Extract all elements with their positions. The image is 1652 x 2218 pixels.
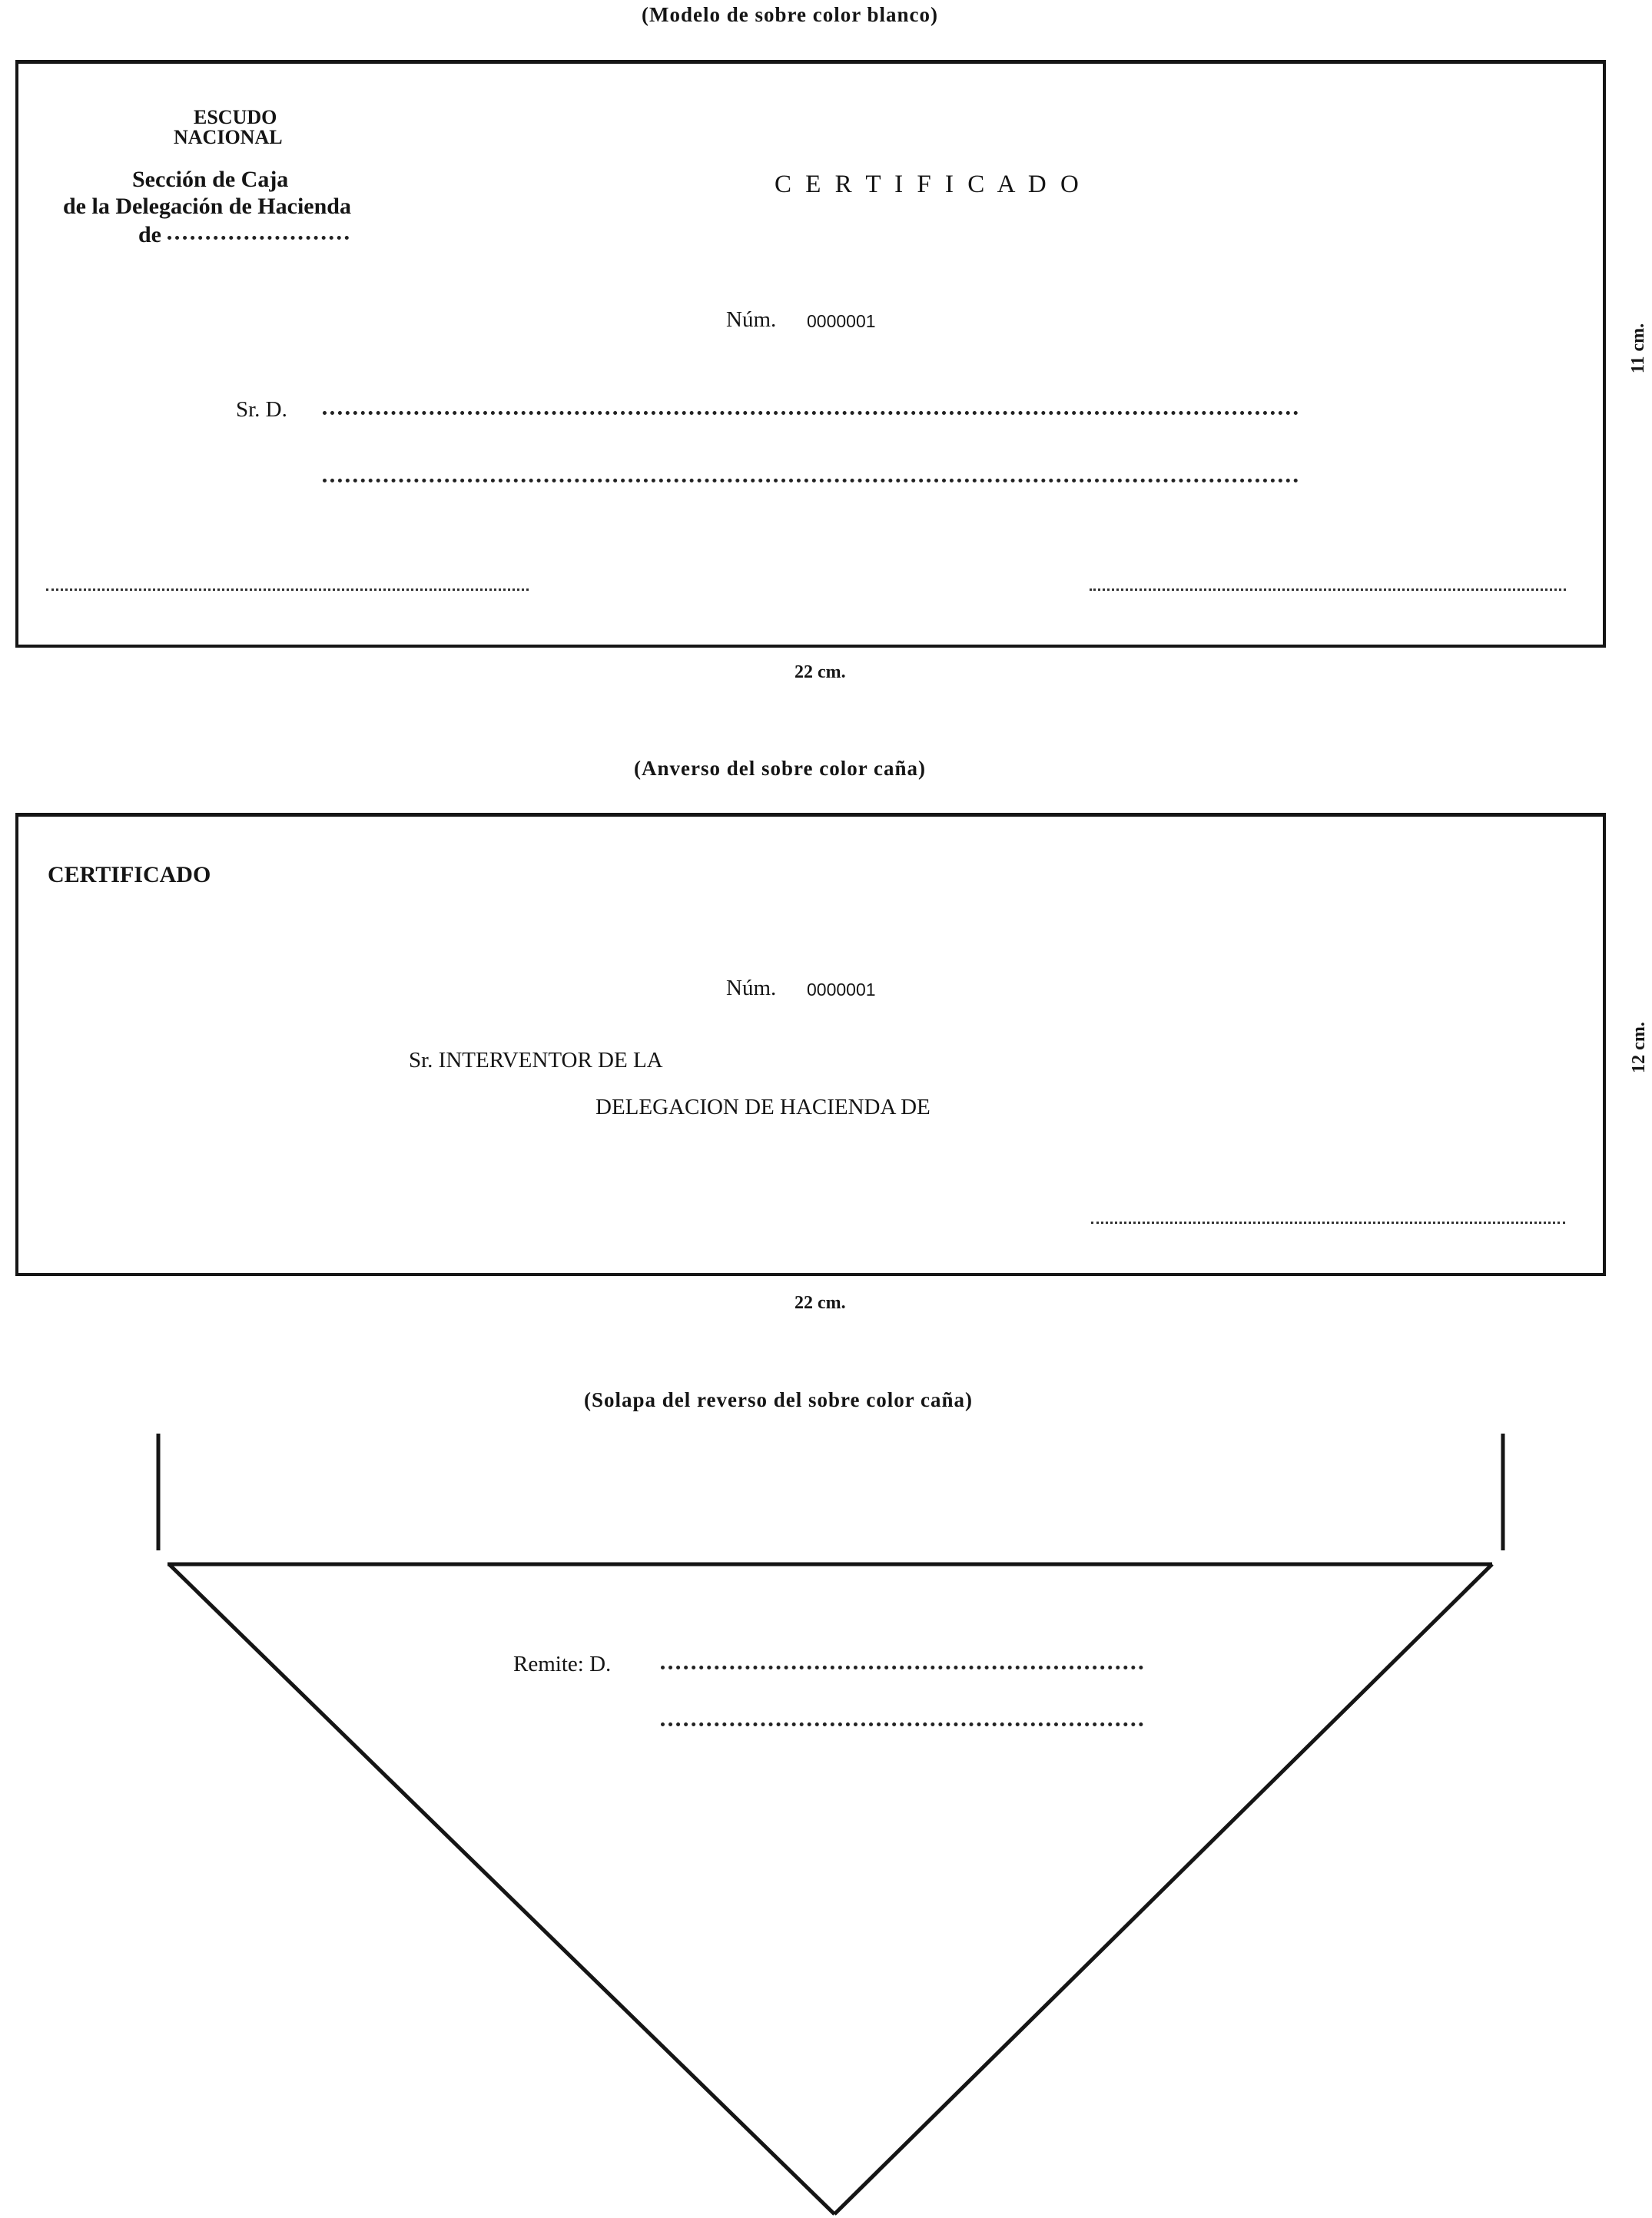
addressee-label: Sr. D.: [236, 397, 287, 422]
cane-front-caption: (Anverso del sobre color caña): [634, 757, 926, 780]
cane-width-label: 22 cm.: [794, 1293, 846, 1313]
cane-number-label: Núm.: [726, 976, 777, 1000]
cane-height-label: 12 cm.: [1628, 1022, 1649, 1073]
white-envelope-caption: (Modelo de sobre color blanco): [642, 3, 938, 26]
white-width-label: 22 cm.: [794, 662, 846, 682]
white-number-label: Núm.: [726, 307, 777, 332]
flap-sender-line-1: [661, 1666, 1143, 1669]
flap-right-diagonal: [834, 1564, 1492, 2214]
white-height-label: 11 cm.: [1628, 323, 1649, 374]
cane-front-title: CERTIFICADO: [48, 862, 211, 887]
cane-number-value: 0000001: [807, 980, 876, 1000]
cane-addressee-line1: Sr. INTERVENTOR DE LA: [409, 1048, 663, 1073]
flap-left-diagonal: [169, 1564, 834, 2214]
flap-sender-line-2: [661, 1722, 1143, 1726]
coat-of-arms-label: ESCUDO: [194, 106, 277, 128]
white-number-value: 0000001: [807, 311, 876, 331]
sender-section-line1: Sección de Caja: [132, 167, 289, 192]
certificate-title: C E R T I F I C A D O: [775, 171, 1083, 198]
sender-section-line3: de: [138, 222, 161, 247]
coat-of-arms-label-2: NACIONAL: [174, 126, 283, 148]
flap-caption: (Solapa del reverso del sobre color caña): [584, 1388, 973, 1411]
cane-addressee-line2: DELEGACION DE HACIENDA DE: [595, 1095, 930, 1119]
sender-section-line2: de la Delegación de Hacienda: [63, 194, 351, 219]
flap-sender-label: Remite: D.: [513, 1652, 612, 1676]
